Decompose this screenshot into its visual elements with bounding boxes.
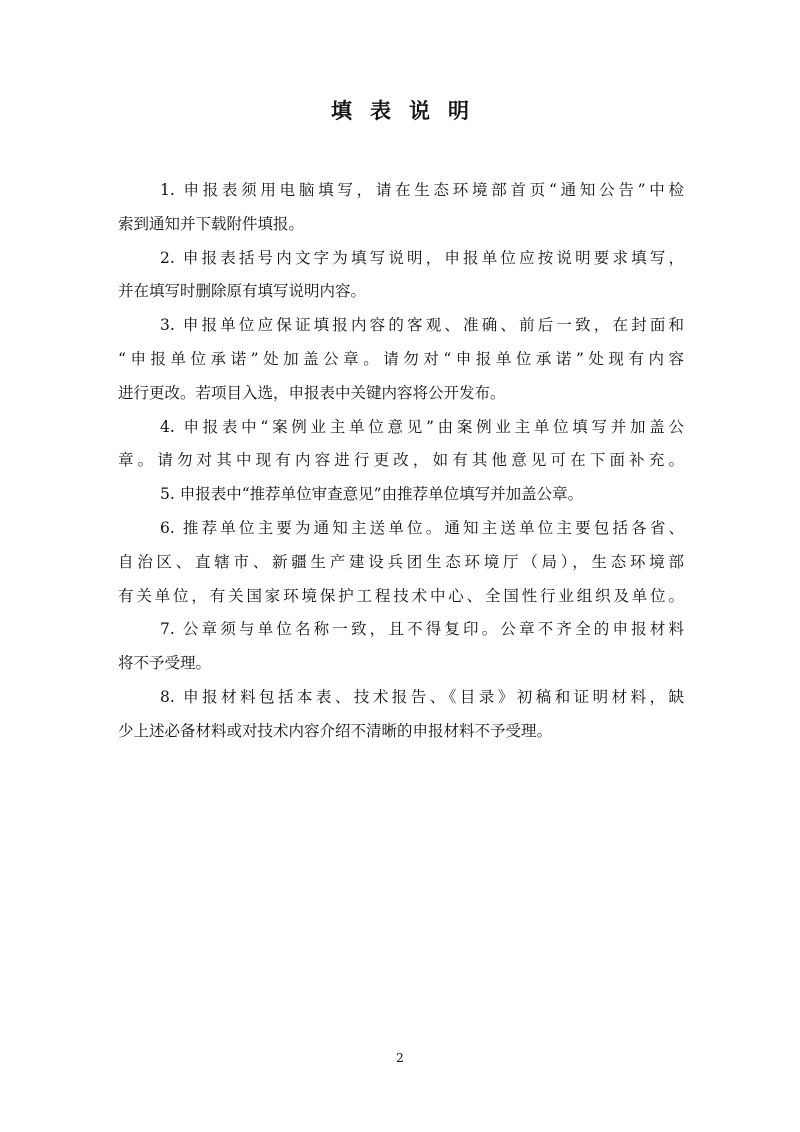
page-number: 2 bbox=[396, 1051, 404, 1065]
instruction-line: 5. 申报表中“推荐单位审查意见”由推荐单位填写并加盖公章。 bbox=[160, 485, 584, 504]
instruction-item-3 bbox=[118, 309, 684, 410]
instruction-line: 索到通知并下载附件填报。 bbox=[118, 214, 305, 233]
instruction-item-4 bbox=[118, 411, 684, 479]
instruction-line: 并在填写时删除原有填写说明内容。 bbox=[118, 282, 367, 301]
instruction-line: 3. 申报单位应保证填报内容的客观、准确、前后一致，在封面和 bbox=[160, 316, 684, 335]
instruction-item-1 bbox=[118, 174, 684, 242]
instruction-line: 2. 申报表括号内文字为填写说明，申报单位应按说明要求填写， bbox=[160, 248, 684, 267]
instruction-line: 8. 申报材料包括本表、技术报告、《目录》初稿和证明材料，缺 bbox=[160, 687, 684, 706]
instructions-body bbox=[118, 174, 684, 749]
instruction-item-2 bbox=[118, 242, 684, 310]
page-title: 填表说明 bbox=[331, 99, 487, 123]
instruction-item-5 bbox=[118, 478, 684, 512]
instruction-item-7 bbox=[118, 613, 684, 681]
instruction-line: 4. 申报表中“案例业主单位意见”由案例业主单位填写并加盖公 bbox=[160, 417, 684, 436]
instruction-line: 少上述必备材料或对技术内容介绍不清晰的申报材料不予受理。 bbox=[118, 721, 553, 740]
instruction-item-6 bbox=[118, 512, 684, 613]
instruction-line: 1. 申报表须用电脑填写，请在生态环境部首页“通知公告”中检 bbox=[160, 181, 684, 199]
instruction-line: “申报单位承诺”处加盖公章。请勿对“申报单位承诺”处现有内容 bbox=[118, 349, 684, 368]
instruction-line: 6. 推荐单位主要为通知主送单位。通知主送单位主要包括各省、 bbox=[160, 518, 684, 537]
instruction-item-8 bbox=[118, 681, 684, 749]
instruction-line: 章。请勿对其中现有内容进行更改，如有其他意见可在下面补充。 bbox=[118, 451, 684, 470]
instruction-line: 有关单位，有关国家环境保护工程技术中心、全国性行业组织及单位。 bbox=[118, 586, 684, 605]
instruction-line: 进行更改。若项目入选，申报表中关键内容将公开发布。 bbox=[118, 383, 506, 402]
instruction-line: 自治区、直辖市、新疆生产建设兵团生态环境厅（局），生态环境部 bbox=[118, 552, 684, 571]
instruction-line: 7. 公章须与单位名称一致，且不得复印。公章不齐全的申报材料 bbox=[160, 620, 684, 639]
instruction-line: 将不予受理。 bbox=[118, 654, 212, 673]
